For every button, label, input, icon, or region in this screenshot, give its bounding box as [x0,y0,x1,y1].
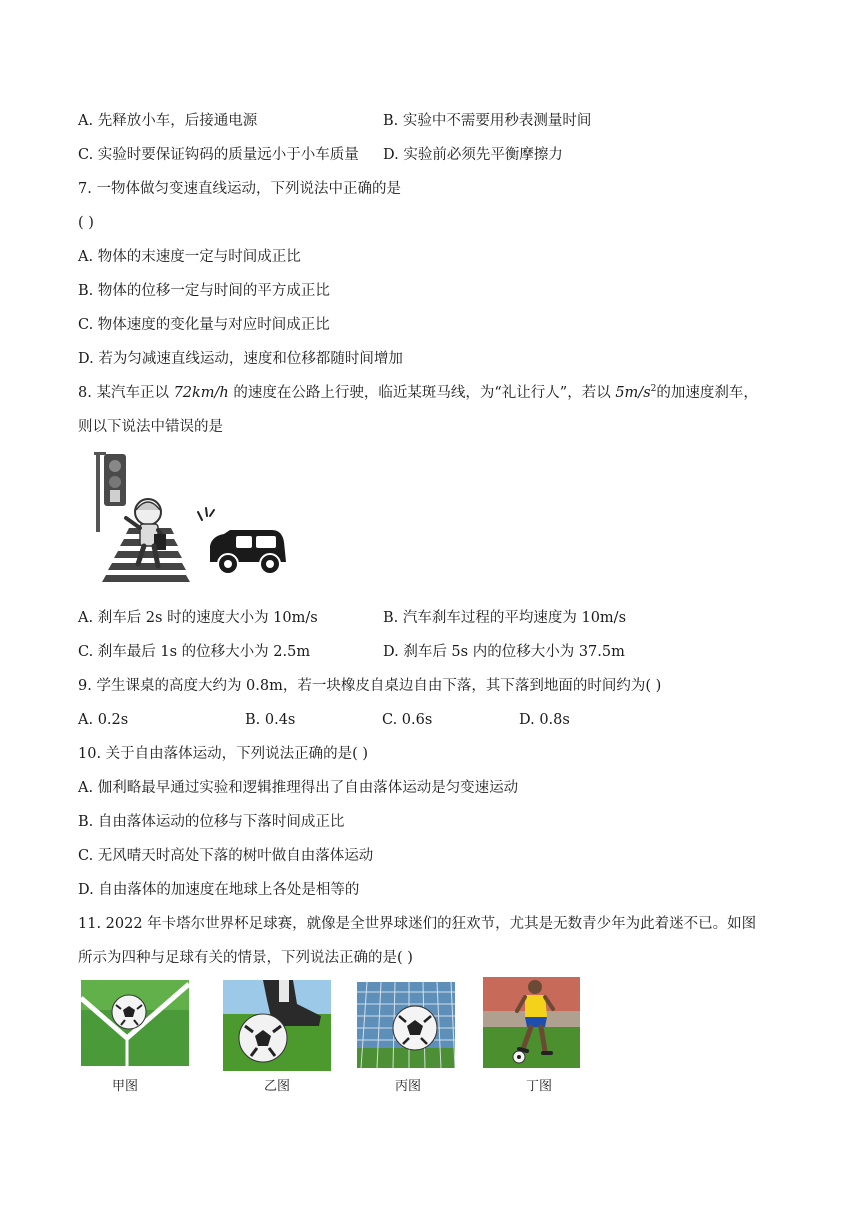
q11-caption-3: 丙图 [394,1079,421,1094]
q6-option-a: A. 先释放小车，后接通电源 [78,113,258,129]
q8-option-d: D. 刹车后 5s 内的位移大小为 37.5m [383,644,625,660]
q6-option-b: B. 实验中不需要用秒表测量时间 [383,113,592,129]
q7-stem: 7. 一物体做匀变速直线运动，下列说法中正确的是 [78,181,401,197]
q7-option-b: B. 物体的位移一定与时间的平方成正比 [78,283,330,299]
q9-option-d: D. 0.8s [519,712,570,728]
q8-option-a: A. 刹车后 2s 时的速度大小为 10m/s [78,610,318,626]
q7-option-a: A. 物体的末速度一定与时间成正比 [78,249,301,265]
q8-crosswalk-illustration [86,450,296,592]
q11-stem-line1: 11. 2022 年卡塔尔世界杯足球赛，就像是全世界球迷们的狂欢节，尤其是无数青少年为此着迷不已。如图 [78,916,757,932]
q9-option-c: C. 0.6s [382,712,433,728]
q8-stem-line2: 则以下说法中错误的是 [78,419,223,435]
q7-option-c: C. 物体速度的变化量与对应时间成正比 [78,317,330,333]
q10-option-c: C. 无风晴天时高处下落的树叶做自由落体运动 [78,848,374,864]
q8-option-c: C. 刹车最后 1s 的位移大小为 2.5m [78,644,311,660]
q9-option-a: A. 0.2s [78,712,129,728]
q11-caption-2: 乙图 [263,1079,290,1094]
q7-option-d: D. 若为匀减速直线运动，速度和位移都随时间增加 [78,351,403,367]
q11-image-ball-in-net [357,982,455,1068]
q10-stem: 10. 关于自由落体运动，下列说法正确的是( ) [78,746,369,762]
q11-image-corner-ball [81,980,189,1066]
q6-option-c: C. 实验时要保证钩码的质量远小于小车质量 [78,147,359,163]
q10-option-a: A. 伽利略最早通过实验和逻辑推理得出了自由落体运动是匀变速运动 [78,780,519,796]
q6-option-d: D. 实验前必须先平衡摩擦力 [383,147,563,163]
q11-image-foot-on-ball [223,980,331,1071]
q9-stem: 9. 学生课桌的高度大约为 0.8m，若一块橡皮自桌边自由下落，其下落到地面的时间约为( ) [78,678,662,694]
q7-answer-blank: ( ) [78,215,94,231]
q11-stem-line2: 所示为四种与足球有关的情景，下列说法正确的是( ) [78,950,413,966]
q10-option-d: D. 自由落体的加速度在地球上各处是相等的 [78,882,360,898]
q10-option-b: B. 自由落体运动的位移与下落时间成正比 [78,814,345,830]
q8-stem-line1: 8. 某汽车正以 72km/h 的速度在公路上行驶，临近某斑马线，为“礼让行人”，若以 $5m/s^2$的加速度刹车， [78,384,758,401]
q11-caption-4: 丁图 [525,1079,552,1094]
q8-option-b: B. 汽车刹车过程的平均速度为 10m/s [383,610,627,626]
q9-option-b: B. 0.4s [245,712,296,728]
q11-image-player-dribbling [483,977,580,1068]
q11-caption-1: 甲图 [111,1079,138,1094]
